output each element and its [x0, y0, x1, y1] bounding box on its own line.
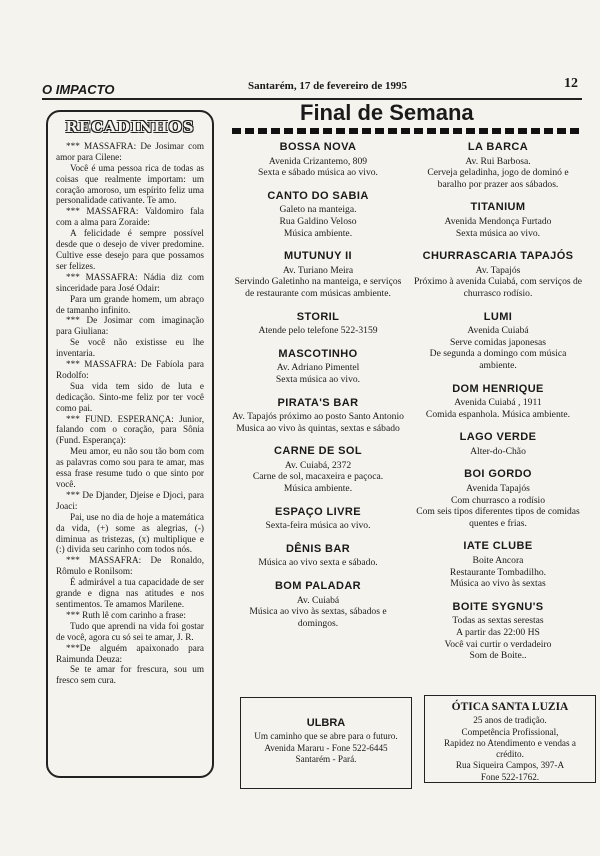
- venue-name: MUTUNUY II: [284, 250, 352, 263]
- venue-detail: Atende pelo telefone 522-3159: [258, 325, 378, 337]
- recadinhos-messages: [56, 141, 204, 686]
- otica-ad-name: ÓTICA SANTA LUZIA: [451, 701, 569, 713]
- venue-detail: Sexta música ao vivo.: [275, 373, 361, 385]
- venue-detail: Sexta-feira música ao vivo.: [265, 520, 371, 532]
- venue-detail: Avenida Crizantemo, 809: [268, 155, 368, 167]
- venue-detail: Avenida Tapajós: [466, 483, 530, 495]
- venue-detail: Avenida Mendonça Furtado: [444, 215, 552, 227]
- venue-name: ESPAÇO LIVRE: [275, 505, 361, 518]
- venue-name: DOM HENRIQUE: [452, 382, 544, 395]
- venue-listing: [232, 507, 404, 532]
- venue-detail: Você vai curtir o verdadeiro: [444, 638, 552, 650]
- venue-name: DÊNIS BAR: [285, 542, 351, 555]
- venue-detail: Boite Ancora: [472, 555, 524, 567]
- venue-detail: Av. Adriano Pimentel: [276, 362, 360, 374]
- page-header: [42, 76, 582, 98]
- venue-name: CANTO DO SABIA: [267, 189, 369, 202]
- venue-detail: Galeto na manteiga.: [279, 204, 357, 216]
- venue-detail: Música ao vivo às sextas, sábados e domingos.: [249, 606, 387, 629]
- venue-listing: [412, 142, 584, 190]
- recadinho-line: *** De Josimar com imaginação para Giuliana:: [56, 315, 204, 337]
- recadinho-line: *** MASSAFRA: De Josimar com amor para Cilene:: [56, 140, 204, 162]
- recadinho-line: *** Ruth lê com carinho a frase:: [66, 609, 186, 620]
- recadinho-line: Se você não existisse eu lhe inventaria.: [56, 337, 204, 359]
- otica-ad: [424, 695, 596, 783]
- venue-name: PIRATA'S BAR: [277, 396, 359, 409]
- venue-name: TITANIUM: [470, 201, 526, 214]
- venue-detail: A partir das 22:00 HS: [456, 627, 540, 638]
- venue-detail: Avenida Cuiabá: [467, 325, 529, 337]
- venue-detail: Com churrasco a rodísio: [450, 494, 546, 506]
- venue-detail: Avenida Cuiabá , 1911: [454, 397, 542, 409]
- venue-detail: Serve comidas japonesas: [450, 336, 546, 348]
- otica-ad-line: Rapidez no Atendimento e vendas a crédito.: [444, 737, 576, 760]
- recadinho-line: ***De alguém apaixonado para Raimunda Deuza:: [56, 642, 204, 664]
- venue-listing: [412, 469, 584, 529]
- venue-detail: Av. Rui Barbosa.: [465, 155, 531, 167]
- recadinho-line: *** MASSAFRA: Nádia diz com sinceridade para José Odair:: [56, 271, 204, 293]
- otica-ad-line: Rua Siqueira Campos, 397-A: [455, 760, 565, 771]
- section-title: Final de Semana: [300, 100, 474, 125]
- venue-detail: Música ambiente.: [283, 227, 353, 239]
- otica-ad-line: Competência Profissional,: [461, 726, 559, 737]
- venue-name: CHURRASCARIA TAPAJÓS: [422, 250, 574, 263]
- venue-listing: [412, 541, 584, 589]
- recadinho-line: Tudo que aprendi na vida foi gostar de você, agora cu só sei te amar, J. R.: [56, 620, 204, 642]
- venue-listing: [232, 251, 404, 299]
- issue-date: Santarém, 17 de fevereiro de 1995: [248, 80, 408, 92]
- venue-name: STORIL: [296, 310, 340, 323]
- venue-listing: [412, 312, 584, 372]
- venue-detail: Av. Turiano Meira: [282, 264, 354, 276]
- venue-listing: [412, 432, 584, 457]
- venue-listing: [412, 602, 584, 662]
- recadinho-line: *** MASSAFRA: De Ronaldo, Rômulo e Ronilsom:: [56, 555, 204, 577]
- venue-listing: [232, 446, 404, 494]
- recadinho-line: Meu amor, eu não sou tão bom com as palavras como sou para te amar, mas essa frase resume tudo o que sinto por você.: [56, 446, 204, 489]
- venue-detail: Musica ao vivo às quintas, sextas e sábado: [236, 422, 400, 434]
- venue-name: LUMI: [483, 310, 513, 323]
- ulbra-ad-line: Santarém - Pará.: [295, 753, 357, 764]
- venue-name: BOSSA NOVA: [279, 141, 357, 153]
- venues-right-column: [412, 142, 584, 674]
- recadinho-line: Para um grande homem, um abraço de tamanho infinito.: [56, 293, 204, 315]
- venue-name: MASCOTINHO: [278, 347, 358, 360]
- recadinho-line: *** MASSAFRA: De Fabíola para Rodolfo:: [56, 359, 204, 380]
- venue-detail: Comida espanhola. Música ambiente.: [425, 408, 571, 420]
- venue-listing: [232, 349, 404, 386]
- page-number: 12: [564, 76, 578, 91]
- venue-detail: Alter-do-Chão: [470, 445, 526, 457]
- venue-detail: Av. Cuiabá, 2372: [284, 459, 352, 471]
- otica-ad-line: Fone 522-1762.: [480, 771, 540, 782]
- venue-detail: Com seis tipos diferentes tipos de comidas: [416, 506, 580, 518]
- venue-name: LAGO VERDE: [459, 431, 537, 444]
- recadinho-line: A felicidade é sempre possível desde que o desejo de viver predomine. Cultive esse desejo para que possamos ser felizes.: [56, 228, 204, 271]
- venue-detail: Música ambiente.: [283, 483, 353, 495]
- venue-detail: Av. Tapajós próximo ao posto Santo Antonio: [232, 411, 404, 423]
- venue-name: BOITE SYGNU'S: [452, 600, 544, 613]
- venue-listing: [232, 142, 404, 179]
- venue-name: IATE CLUBE: [463, 540, 533, 553]
- venue-detail: De segunda a domingo com música ambiente.: [429, 348, 567, 371]
- recadinhos-box: [46, 110, 214, 778]
- venue-listing: [412, 384, 584, 421]
- recadinho-line: É admirável a tua capacidade de ser grande e digna nas atitudes e nos sentimentos. Te amamos Marilene.: [56, 577, 204, 609]
- recadinho-line: *** De Djander, Djeise e Djoci, para Joaci:: [56, 489, 204, 511]
- venue-name: BOI GORDO: [464, 468, 532, 481]
- ulbra-ad-line: Um caminho que se abre para o futuro.: [254, 731, 398, 742]
- venue-detail: Av. Cuiabá: [296, 594, 340, 606]
- venue-listing: [232, 581, 404, 629]
- otica-ad-line: 25 anos de tradição.: [473, 715, 547, 726]
- venue-detail: Música ao vivo às sextas: [450, 578, 546, 590]
- venue-detail: Todas as sextas serestas: [452, 615, 544, 627]
- venue-detail: Carne de sol, macaxeira e paçoca.: [252, 471, 384, 483]
- venue-detail: Cerveja geladinha, jogo de dominó e baralho por prazer aos sábados.: [427, 167, 569, 190]
- venue-detail: Próximo à avenida Cuiabá, com serviços de churrasco rodísio.: [413, 276, 583, 299]
- venue-listing: [232, 544, 404, 569]
- venue-detail: Sexta música ao vivo.: [455, 227, 541, 239]
- ulbra-ad-name: ULBRA: [306, 717, 346, 729]
- venue-listing: [412, 251, 584, 299]
- recadinho-line: Se te amar for frescura, sou um fresco sem cura.: [56, 664, 204, 686]
- recadinho-line: Sua vida tem sido de luta e dedicação. Sinto-me feliz por ter você como pai.: [56, 380, 204, 413]
- newspaper-name: O IMPACTO: [42, 82, 115, 97]
- recadinho-line: Você é uma pessoa rica de todas as coisas que realmente importam: um coração amoroso, um espírito feliz uma personalidade cativante. Te amo.: [56, 162, 204, 206]
- venue-detail: Rua Galdino Veloso: [279, 215, 357, 227]
- dashed-rule: [232, 128, 582, 134]
- venue-listing: [232, 398, 404, 435]
- ulbra-ad: [240, 697, 412, 789]
- recadinhos-title: RECADINHOS: [65, 118, 195, 136]
- ulbra-ad-line: Avenida Mararu - Fone 522-6445: [264, 742, 388, 753]
- venue-name: CARNE DE SOL: [274, 445, 362, 458]
- venue-listing: [412, 202, 584, 239]
- venue-name: LA BARCA: [467, 141, 529, 153]
- venues-left-column: [232, 142, 404, 641]
- venue-listing: [232, 312, 404, 337]
- venue-detail: Restaurante Tombadilho.: [449, 566, 547, 578]
- venue-detail: Servindo Galetinho na manteiga, e serviços de restaurante com músicas ambiente.: [234, 276, 402, 299]
- venue-detail: Música ao vivo sexta e sábado.: [258, 557, 378, 569]
- venue-name: BOM PALADAR: [274, 580, 362, 593]
- recadinho-line: Pai, use no dia de hoje a matemática da vida, (+) some as alegrias, (-) diminua as tristezas, (x) multiplique e (:) divida seu carinho com todos nós.: [56, 511, 204, 555]
- recadinho-line: *** MASSAFRA: Valdomiro fala com a alma para Zoraide:: [56, 206, 204, 228]
- venue-detail: quentes e frias.: [469, 517, 527, 529]
- venue-detail: Som de Boite..: [469, 650, 527, 662]
- venue-detail: Av. Tapajós: [475, 264, 521, 276]
- venue-listing: [232, 191, 404, 239]
- venue-detail: Sexta e sábado música ao vivo.: [258, 167, 378, 179]
- recadinho-line: *** FUND. ESPERANÇA: Junior, falando com o coração, para Sônia (Fund. Esperança):: [56, 413, 204, 446]
